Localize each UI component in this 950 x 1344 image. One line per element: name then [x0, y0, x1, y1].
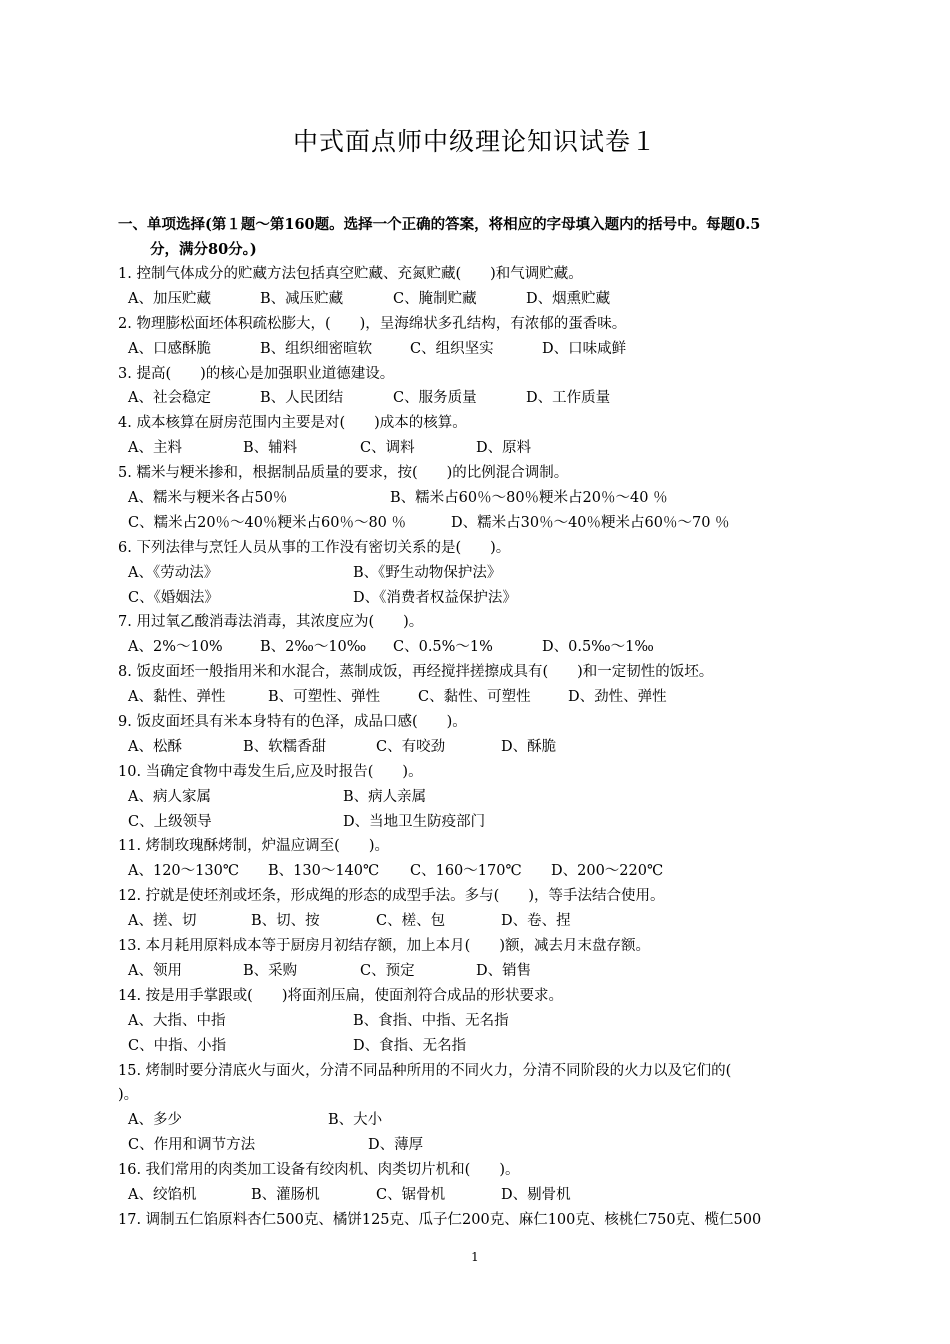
option: A、糯米与粳米各占50％ [128, 490, 288, 507]
option: B、组织细密暄软 [260, 340, 373, 357]
question-14: 14. 按是用手掌跟或( )将面剂压扁，使面剂符合成品的形状要求。 [118, 987, 563, 1004]
option: D、剔骨机 [501, 1186, 571, 1203]
options-12 [118, 909, 838, 934]
option: C、预定 [360, 962, 415, 979]
option: A、黏性、弹性 [128, 689, 226, 706]
option: B、《野生动物保护法》 [353, 564, 502, 581]
question-5: 5. 糯米与粳米掺和，根据制品质量的要求，按( )的比例混合调制。 [118, 465, 569, 482]
option: D、烟熏贮藏 [526, 290, 611, 307]
options-1 [118, 287, 838, 312]
page-number: 1 [471, 1250, 479, 1264]
options-5a [118, 486, 838, 511]
section-heading-line1: 一、单项选择(第１题～第160题。选择一个正确的答案，将相应的字母填入题内的括号中。每题0.5 [118, 216, 761, 233]
question-15: 15. 烤制时要分清底火与面火，分清不同品种所用的不同火力，分清不同阶段的火力以及它们的( [118, 1062, 732, 1079]
question-3: 3. 提高( )的核心是加强职业道德建设。 [118, 365, 395, 382]
option: B、减压贮藏 [260, 290, 344, 307]
section-heading [118, 212, 838, 262]
options-4 [118, 436, 838, 461]
option: A、120～130℃ [128, 863, 240, 880]
options-7 [118, 635, 838, 660]
option: C、服务质量 [393, 390, 477, 407]
question-11: 11. 烤制玫瑰酥烤制，炉温应调至( )。 [118, 838, 389, 855]
option: A、搓、切 [128, 913, 197, 930]
option: B、辅料 [243, 440, 298, 457]
options-6a [118, 561, 838, 586]
option: D、原料 [476, 440, 532, 457]
option: C、组织坚实 [410, 340, 494, 357]
options-16 [118, 1183, 838, 1208]
option: A、《劳动法》 [128, 564, 219, 581]
option: D、食指、无名指 [353, 1037, 467, 1054]
option: B、130～140℃ [268, 863, 380, 880]
option: A、绞馅机 [128, 1186, 197, 1203]
option: C、0.5%～1% [393, 639, 493, 656]
option: B、2‰～10‰ [260, 639, 367, 656]
question-6: 6. 下列法律与烹饪人员从事的工作没有密切关系的是( )。 [118, 539, 511, 556]
option: B、采购 [243, 962, 298, 979]
option: B、灌肠机 [251, 1186, 320, 1203]
option: C、作用和调节方法 [128, 1137, 256, 1154]
option: C、有咬劲 [376, 738, 446, 755]
option: D、当地卫生防疫部门 [343, 813, 486, 830]
option: B、病人亲属 [343, 788, 427, 805]
option: B、切、按 [251, 913, 320, 930]
option: A、领用 [128, 962, 182, 979]
option: D、劲性、弹性 [568, 689, 667, 706]
option: D、糯米占30％～40％粳米占60％～70 ％ [451, 514, 730, 531]
options-10b [118, 810, 838, 835]
question-2: 2. 物理膨松面坯体积疏松膨大，( )，呈海绵状多孔结构，有浓郁的蛋香味。 [118, 315, 627, 332]
option: A、社会稳定 [128, 390, 211, 407]
option: B、人民团结 [260, 390, 344, 407]
option: B、糯米占60％～80％粳米占20％～40 ％ [390, 490, 668, 507]
question-16: 16. 我们常用的肉类加工设备有绞肉机、肉类切片机和( )。 [118, 1162, 520, 1179]
question-13: 13. 本月耗用原料成本等于厨房月初结存额，加上本月( )额，减去月末盘存额。 [118, 938, 650, 955]
options-6b [118, 586, 838, 611]
option: D、《消费者权益保护法》 [353, 589, 517, 606]
option: C、160～170℃ [410, 863, 522, 880]
option: C、腌制贮藏 [393, 290, 477, 307]
options-5b [118, 511, 838, 536]
option: D、酥脆 [501, 738, 557, 755]
option: A、松酥 [128, 738, 182, 755]
option: D、销售 [476, 962, 532, 979]
question-15-cont: )。 [118, 1087, 139, 1104]
option: A、多少 [128, 1112, 182, 1129]
options-15a [118, 1108, 838, 1133]
option: A、2%～10% [128, 639, 223, 656]
option: C、中指、小指 [128, 1037, 227, 1054]
option: A、病人家属 [128, 788, 211, 805]
option: D、口味咸鲜 [542, 340, 627, 357]
option: C、《婚姻法》 [128, 589, 219, 606]
option: C、上级领导 [128, 813, 212, 830]
options-10a [118, 785, 838, 810]
option: D、卷、捏 [501, 913, 571, 930]
options-14b [118, 1034, 838, 1059]
option: A、大指、中指 [128, 1012, 226, 1029]
question-1: 1. 控制气体成分的贮藏方法包括真空贮藏、充氮贮藏( )和气调贮藏。 [118, 266, 583, 282]
option: B、大小 [328, 1112, 383, 1129]
option: B、可塑性、弹性 [268, 689, 381, 706]
section-heading-line2: 分，满分80分。) [150, 241, 257, 258]
options-3 [118, 386, 838, 411]
question-list [118, 262, 838, 1233]
option: D、薄厚 [368, 1137, 424, 1154]
options-11 [118, 859, 838, 884]
option: A、主料 [128, 440, 182, 457]
question-8: 8. 饭皮面坯一般指用米和水混合，蒸制成饭，再经搅拌搓擦成具有( )和一定韧性的饭坯。 [118, 664, 714, 681]
question-7: 7. 用过氧乙酸消毒法消毒，其浓度应为( )。 [118, 614, 424, 631]
options-9 [118, 735, 838, 760]
question-10: 10. 当确定食物中毒发生后,应及时报告( )。 [118, 763, 423, 780]
option: D、200～220℃ [551, 863, 664, 880]
option: D、0.5‰～1‰ [542, 639, 654, 656]
option: B、软糯香甜 [243, 738, 327, 755]
question-17: 17. 调制五仁馅原料杏仁500克、橘饼125克、瓜子仁200克、麻仁100克、核桃仁750克、榄仁500 [118, 1211, 762, 1228]
options-13 [118, 959, 838, 984]
question-4: 4. 成本核算在厨房范围内主要是对( )成本的核算。 [118, 415, 467, 432]
option: A、加压贮藏 [128, 290, 211, 307]
option: A、口感酥脆 [128, 340, 211, 357]
option: C、调料 [360, 440, 415, 457]
option: D、工作质量 [526, 390, 611, 407]
option: C、黏性、可塑性 [418, 689, 531, 706]
question-12: 12. 拧就是使坯剂或坯条，形成绳的形态的成型手法。多与( )，等手法结合使用。 [118, 888, 665, 905]
options-2 [118, 337, 838, 362]
option: C、糯米占20％～40％粳米占60％～80 ％ [128, 514, 407, 531]
options-15b [118, 1133, 838, 1158]
option: C、锯骨机 [376, 1186, 446, 1203]
page-title: 中式面点师中级理论知识试卷１ [292, 127, 657, 156]
option: B、食指、中指、无名指 [353, 1012, 509, 1029]
options-8 [118, 685, 838, 710]
options-14a [118, 1009, 838, 1034]
option: C、槎、包 [376, 913, 446, 930]
question-9: 9. 饭皮面坯具有米本身特有的色泽，成品口感( )。 [118, 714, 467, 731]
